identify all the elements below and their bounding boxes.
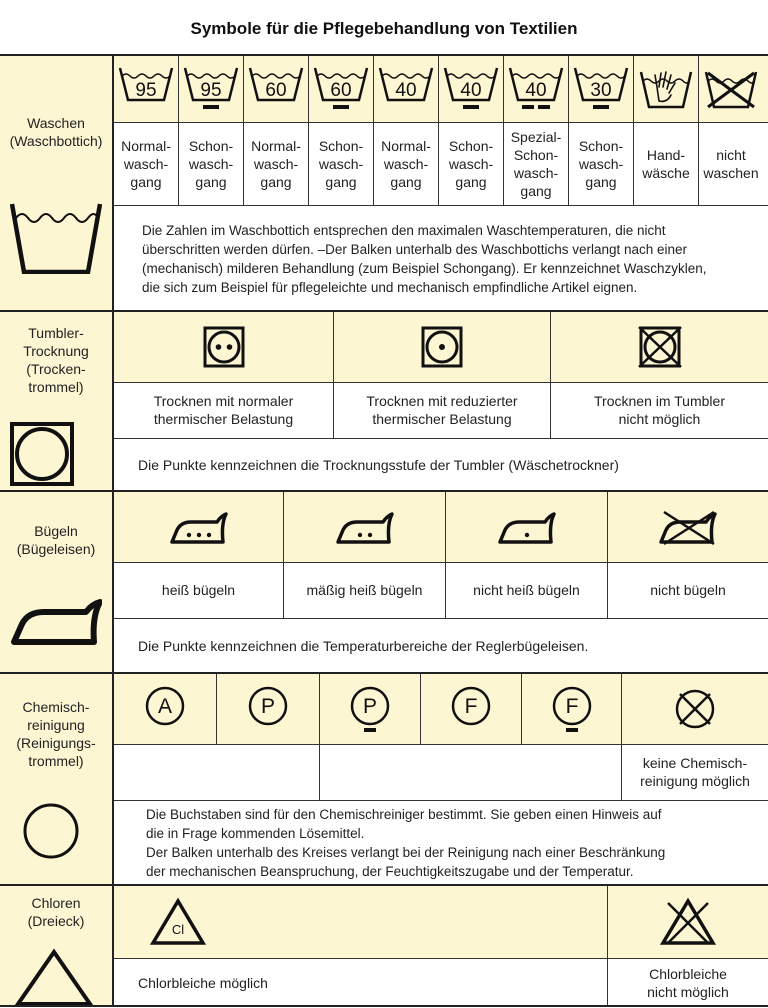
dryclean-letter-text: P (260, 695, 276, 718)
wash-label-hand: Hand- wäsche (634, 122, 699, 205)
iron-hot-symbol (114, 492, 284, 562)
section-chemisch (0, 672, 768, 886)
dryclean-letter-text: P (362, 695, 378, 718)
tumble-dry-one-dot-icon (421, 326, 463, 368)
iron-two-dots-icon (335, 508, 395, 546)
dryclean-letter-icon (143, 684, 187, 734)
bleach-label-row (114, 958, 768, 1007)
iron-medium-symbol (284, 492, 446, 562)
tumbler-label: Trocknen mit normaler thermischer Belastung (114, 382, 334, 438)
iron-label: nicht bügeln (650, 582, 726, 598)
category-waschen (0, 56, 114, 312)
dryclean-label-row (114, 744, 768, 801)
dry-clean-circle-icon (22, 802, 80, 860)
wash-tub-icon (378, 66, 434, 112)
page-title: Symbole für die Pflegebehandlung von Textilien (190, 19, 578, 38)
category-label: Chloren (Dreieck) (27, 895, 85, 929)
dryclean-f-bar-symbol (522, 674, 622, 744)
no-dryclean-symbol (622, 674, 768, 744)
bleach-label-not: Chlorbleiche nicht möglich (647, 965, 729, 1000)
wash-label-row (114, 122, 768, 206)
no-tumble-dry-icon (637, 325, 683, 369)
wash-label: Spezial- Schon- wasch- gang (504, 122, 569, 205)
no-wash-icon (704, 69, 758, 109)
tumbler-label: Trocknen im Tumbler nicht möglich (594, 393, 725, 427)
section-waschen (0, 54, 768, 312)
wash-label: Schon- wasch- gang (569, 122, 634, 205)
bleach-label-possible: Chlorbleiche möglich (114, 958, 608, 1007)
no-iron-symbol (608, 492, 768, 562)
wash-symbol-60 (244, 56, 309, 122)
category-label: Waschen (Waschbottich) (9, 115, 103, 149)
hand-wash-symbol (634, 56, 699, 122)
no-bleach-symbol (608, 886, 768, 958)
dryclean-label-empty (114, 744, 320, 800)
iron-note: Die Punkte kennzeichnen die Temperaturbereiche der Reglerbügeleisen. (138, 637, 589, 654)
wash-symbol-30-bar (569, 56, 634, 122)
bleach-cl-text: Cl (171, 922, 185, 937)
dryclean-letter-icon (246, 684, 290, 734)
wash-note: Die Zahlen im Waschbottich entsprechen den maximalen Waschtemperaturen, die nicht überschritten werden dürfen. –Der Balken unterhalb des Waschbottichs verlangt nach einer (mechanisch) milderen Behandlung (zum Beispiel Schongang). Er kennzeichnet Waschzyklen, die sich zum Beispiel für pflegeleichte und mechanisch empfindliche Artikel eignen. (142, 222, 707, 295)
dryclean-a-symbol (114, 674, 217, 744)
wash-tub-icon (248, 66, 304, 112)
tumbler-note: Die Punkte kennzeichnen die Trocknungsstufe der Tumbler (Wäschetrockner) (138, 456, 619, 473)
wash-temperature-text: 95 (200, 80, 222, 101)
dryclean-letter-icon (550, 684, 594, 734)
tumbler-normal-symbol (114, 312, 334, 382)
category-tumbler (0, 312, 114, 492)
wash-tub-icon (10, 202, 102, 274)
wash-tub-icon (118, 66, 174, 112)
section-buegeln (0, 490, 768, 674)
iron-label: nicht heiß bügeln (446, 562, 608, 618)
section-chloren (0, 884, 768, 1007)
wash-label: Normal- wasch- gang (114, 122, 179, 205)
category-buegeln (0, 492, 114, 674)
wash-symbol-40-bar (439, 56, 504, 122)
category-chemisch (0, 674, 114, 886)
wash-tub-icon (183, 66, 239, 112)
dryclean-label-empty (320, 744, 622, 800)
section-tumbler (0, 310, 768, 492)
wash-symbol-40 (374, 56, 439, 122)
wash-temperature-text: 40 (395, 80, 417, 101)
no-wash-symbol (699, 56, 763, 122)
wash-tub-icon (313, 66, 369, 112)
iron-icon (10, 598, 102, 646)
bleach-cl-triangle-icon (150, 897, 206, 947)
dryclean-letter-text: F (565, 695, 578, 718)
wash-tub-icon (573, 66, 629, 112)
tumbler-not-possible-symbol (551, 312, 768, 382)
wash-label-nicht: nicht waschen (703, 146, 759, 181)
dryclean-p-bar-symbol (320, 674, 421, 744)
iron-label: heiß bügeln (114, 562, 284, 618)
wash-symbol-60-bar (309, 56, 374, 122)
category-label: Tumbler- Trocknung (Trocken- trommel) (23, 325, 89, 395)
no-iron-icon (658, 508, 718, 546)
tumble-dry-two-dots-icon (203, 326, 245, 368)
no-dryclean-icon (673, 687, 717, 731)
no-bleach-icon (660, 897, 716, 947)
tumbler-label-row (114, 382, 768, 439)
wash-symbol-95-bar (179, 56, 244, 122)
wash-label: Normal- wasch- gang (374, 122, 439, 205)
tumble-dryer-icon (10, 422, 74, 486)
category-chloren (0, 886, 114, 1007)
tumbler-symbol-row (114, 312, 768, 383)
tumbler-label: Trocknen mit reduzierter thermischer Belastung (334, 382, 551, 438)
tumbler-reduced-symbol (334, 312, 551, 382)
dryclean-letter-text: F (464, 695, 478, 718)
category-label: Bügeln (Bügeleisen) (16, 523, 96, 557)
bleach-symbol-row (114, 886, 768, 959)
dryclean-label-keine: keine Chemisch- reinigung möglich (640, 755, 750, 789)
wash-temperature-text: 60 (330, 80, 352, 101)
dryclean-letter-icon (449, 684, 493, 734)
hand-wash-icon (639, 69, 693, 109)
wash-temperature-text: 40 (525, 80, 547, 101)
dryclean-note: Die Buchstaben sind für den Chemischreiniger bestimmt. Sie geben einen Hinweis auf die in Frage kommenden Lösemittel. Der Balken unterhalb des Kreises verlangt bei der Reinigung nach einer Beschränkung der mechanischen Beanspruchung, der Feuchtigkeitszugabe und der Temperatur. (146, 807, 666, 879)
wash-label: Normal- wasch- gang (244, 122, 309, 205)
wash-temperature-text: 30 (590, 80, 612, 101)
wash-temperature-text: 40 (460, 80, 482, 101)
iron-low-symbol (446, 492, 608, 562)
iron-one-dot-icon (497, 508, 557, 546)
wash-label: Schon- wasch- gang (439, 122, 504, 205)
bleach-triangle-icon (14, 948, 94, 1006)
dryclean-letter-icon (348, 684, 392, 734)
wash-symbol-40-doublebar (504, 56, 569, 122)
dryclean-p-symbol (217, 674, 320, 744)
wash-symbol-95 (114, 56, 179, 122)
wash-label: Schon- wasch- gang (179, 122, 244, 205)
dryclean-symbol-row (114, 674, 768, 745)
wash-tub-icon (508, 66, 564, 112)
iron-label: mäßig heiß bügeln (284, 562, 446, 618)
category-label: Chemisch- reinigung (Reinigungs- trommel) (16, 699, 96, 769)
iron-label-row (114, 562, 768, 619)
bottom-border (0, 1005, 768, 1007)
dryclean-f-symbol (421, 674, 522, 744)
iron-symbol-row (114, 492, 768, 563)
wash-temperature-text: 60 (265, 80, 287, 101)
iron-three-dots-icon (169, 508, 229, 546)
wash-temperature-text: 95 (135, 80, 157, 101)
bleach-possible-symbol (114, 886, 608, 958)
wash-symbol-row (114, 56, 768, 123)
wash-label: Schon- wasch- gang (309, 122, 374, 205)
wash-tub-icon (443, 66, 499, 112)
dryclean-letter-text: A (157, 695, 173, 718)
